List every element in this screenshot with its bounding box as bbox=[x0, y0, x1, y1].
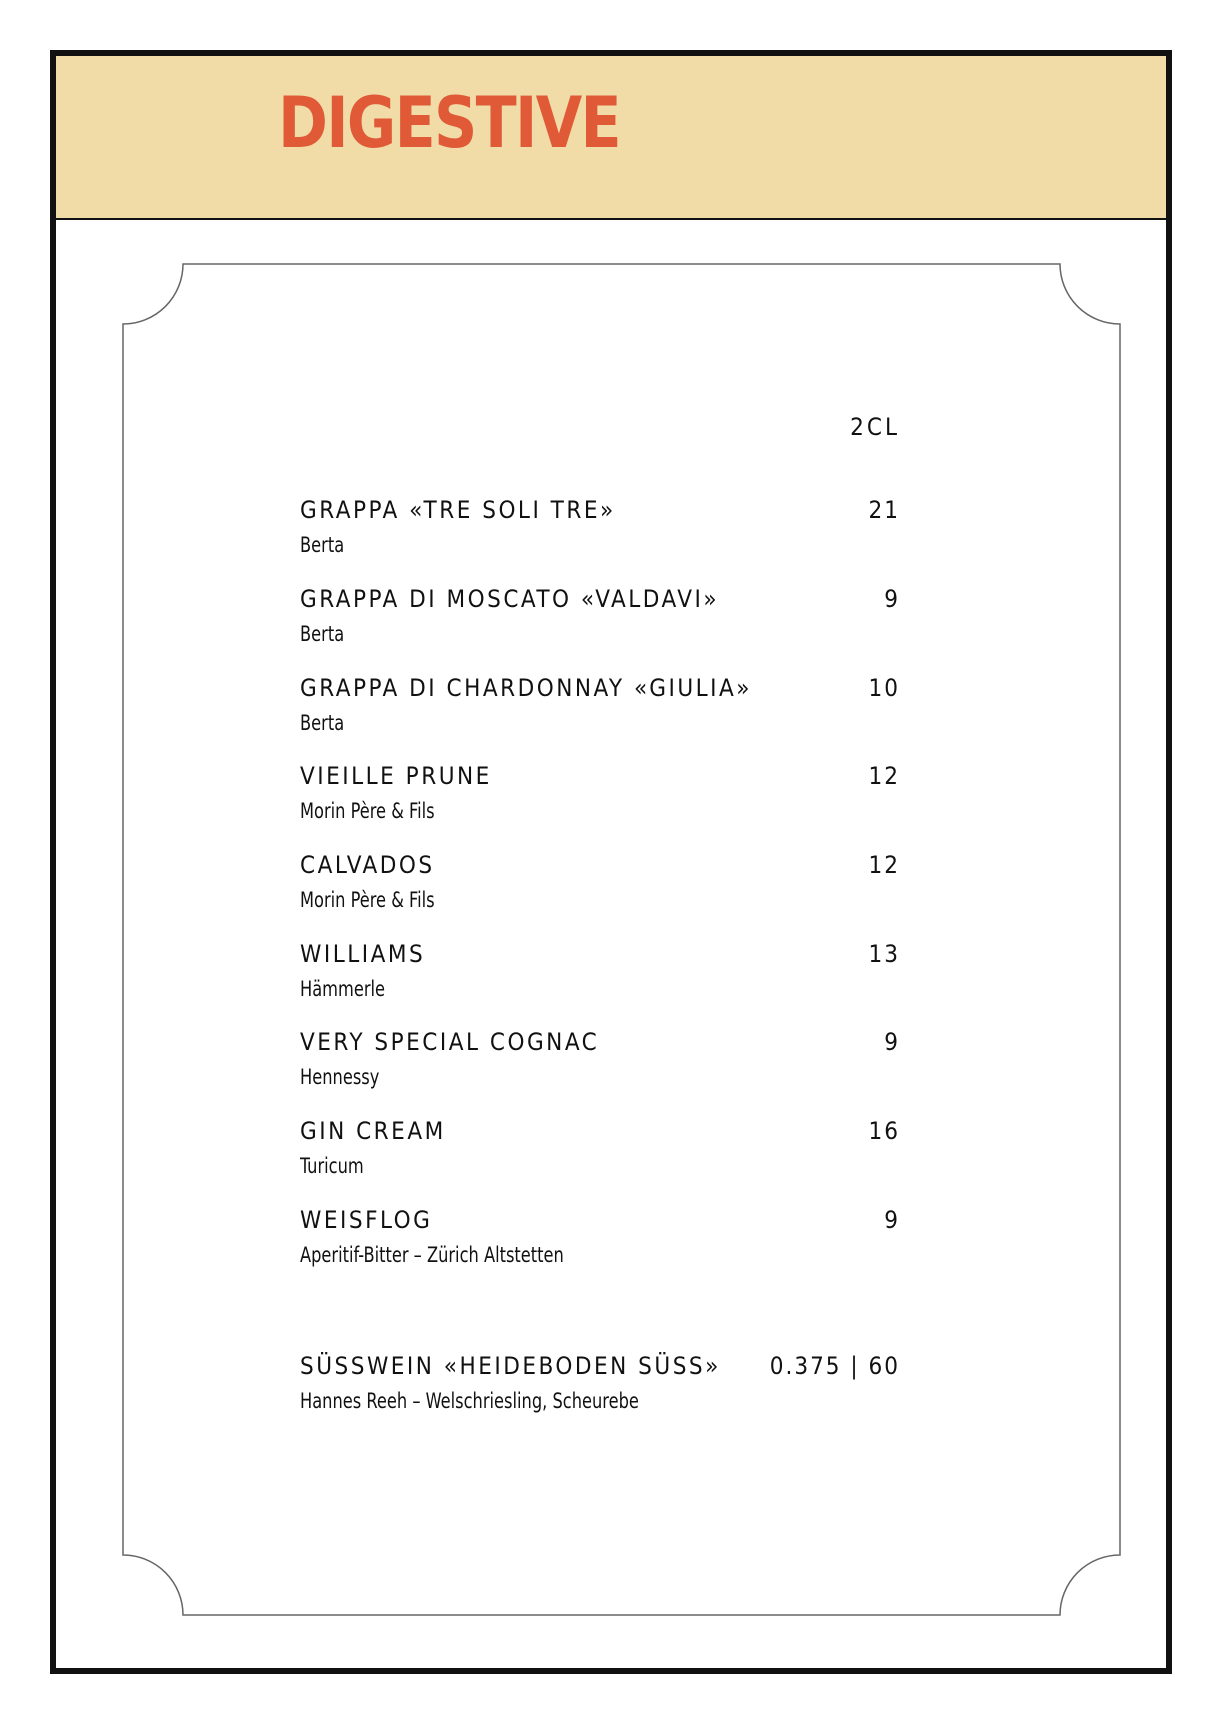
item-name: CALVADOS bbox=[300, 851, 435, 879]
item-price: 12 bbox=[868, 851, 900, 879]
item-name: GRAPPA DI MOSCATO «VALDAVI» bbox=[300, 585, 720, 613]
item-producer: Morin Père & Fils bbox=[300, 888, 435, 912]
item-name: SÜSSWEIN «HEIDEBODEN SÜSS» bbox=[300, 1352, 721, 1380]
item-name: WEISFLOG bbox=[300, 1206, 433, 1234]
item-price: 10 bbox=[868, 674, 900, 702]
item-producer: Hämmerle bbox=[300, 977, 386, 1001]
item-name: GRAPPA DI CHARDONNAY «GIULIA» bbox=[300, 674, 752, 702]
item-name: GIN CREAM bbox=[300, 1117, 446, 1145]
item-producer: Aperitif-Bitter – Zürich Altstetten bbox=[300, 1243, 564, 1267]
item-producer: Morin Père & Fils bbox=[300, 799, 435, 823]
item-price: 13 bbox=[868, 940, 900, 968]
item-price: 21 bbox=[868, 496, 900, 524]
item-producer: Berta bbox=[300, 622, 345, 646]
item-producer: Hennessy bbox=[300, 1065, 380, 1089]
item-name: VERY SPECIAL COGNAC bbox=[300, 1028, 600, 1056]
item-producer: Hannes Reeh – Welschriesling, Scheurebe bbox=[300, 1389, 639, 1413]
item-price: 9 bbox=[884, 1028, 900, 1056]
item-producer: Turicum bbox=[300, 1154, 364, 1178]
item-name: WILLIAMS bbox=[300, 940, 426, 968]
item-name: VIEILLE PRUNE bbox=[300, 762, 492, 790]
item-name: GRAPPA «TRE SOLI TRE» bbox=[300, 496, 616, 524]
item-price: 0.375 | 60 bbox=[769, 1352, 900, 1380]
item-price: 16 bbox=[868, 1117, 900, 1145]
page-title: DIGESTIVE bbox=[278, 82, 620, 164]
item-producer: Berta bbox=[300, 711, 345, 735]
item-price: 9 bbox=[884, 1206, 900, 1234]
item-producer: Berta bbox=[300, 533, 345, 557]
item-price: 9 bbox=[884, 585, 900, 613]
size-column-header: 2CL bbox=[850, 413, 900, 441]
item-price: 12 bbox=[868, 762, 900, 790]
